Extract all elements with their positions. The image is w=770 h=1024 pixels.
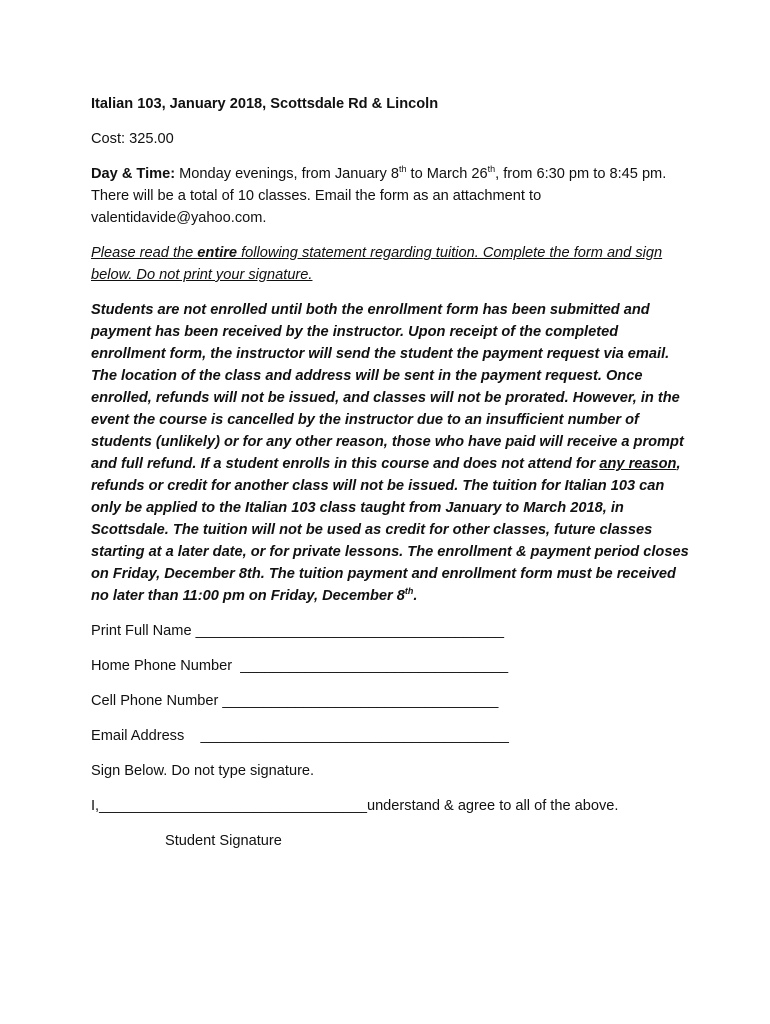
sign-note: Sign Below. Do not type signature. bbox=[91, 763, 315, 779]
form-heading: Italian 103, January 2018, Scottsdale Rd & Lincoln bbox=[91, 96, 439, 112]
statement-text-3: . bbox=[413, 588, 418, 604]
statement-text-2: , refunds or credit for another class will not be issued. The tuition for Italian 103 can only be applied to the Italian 103 class taught from January to March 2018, in Scottsdale. The tuition will not be used as credit for other classes, future classes starting at a later date, or for private lessons. The enrollment & payment period closes on Friday, December 8th. The tuition payment and enrollment form must be received no later than 11:00 pm on Friday, December 8 bbox=[91, 456, 689, 604]
instruction-paragraph bbox=[91, 242, 691, 286]
enrollment-form bbox=[91, 93, 691, 852]
schedule-text-3: , from 6:30 pm to 8:45 pm. There will be a total of 10 classes. Email the form as an attachment to valentidavide@yahoo.com. bbox=[91, 166, 667, 226]
schedule-sup-2: th bbox=[487, 164, 496, 175]
schedule-text-1: Monday evenings, from January 8 bbox=[175, 166, 399, 182]
signature-caption: Student Signature bbox=[165, 833, 282, 849]
cost-line: Cost: 325.00 bbox=[91, 131, 174, 147]
statement-text-1: Students are not enrolled until both the enrollment form has been submitted and payment has been received by the instructor. Upon receipt of the completed enrollment form, the instructor will send the student the payment request via email. The location of the class and address will be sent in the payment request. Once enrolled, refunds will not be issued, and classes will not be prorated. However, in the event the course is cancelled by the instructor due to an insufficient number of students (unlikely) or for any other reason, those who have paid will receive a prompt and full refund. If a student enrolls in this course and does not attend for bbox=[91, 302, 684, 472]
email-field[interactable]: Email Address ______________________________________ bbox=[91, 728, 509, 744]
statement-underlined: any reason bbox=[599, 456, 677, 472]
full-name-field[interactable]: Print Full Name ______________________________________ bbox=[91, 623, 505, 639]
home-phone-field[interactable]: Home Phone Number _________________________________ bbox=[91, 658, 509, 674]
schedule-label: Day & Time: bbox=[91, 166, 176, 182]
instruction-text-1: Please read the bbox=[91, 245, 198, 261]
tuition-statement bbox=[91, 299, 691, 607]
schedule-sup-1: th bbox=[398, 164, 407, 175]
instruction-text-2: following statement regarding tuition. Complete the form and sign below. Do not print your signature. bbox=[91, 245, 663, 283]
cell-phone-field[interactable]: Cell Phone Number __________________________________ bbox=[91, 693, 499, 709]
instruction-emphasis: entire bbox=[197, 245, 238, 261]
statement-sup: th bbox=[404, 586, 414, 597]
schedule-text-2: to March 26 bbox=[406, 166, 488, 182]
signature-agreement-line[interactable]: I,_________________________________understand & agree to all of the above. bbox=[91, 798, 619, 814]
schedule-paragraph bbox=[91, 163, 691, 229]
